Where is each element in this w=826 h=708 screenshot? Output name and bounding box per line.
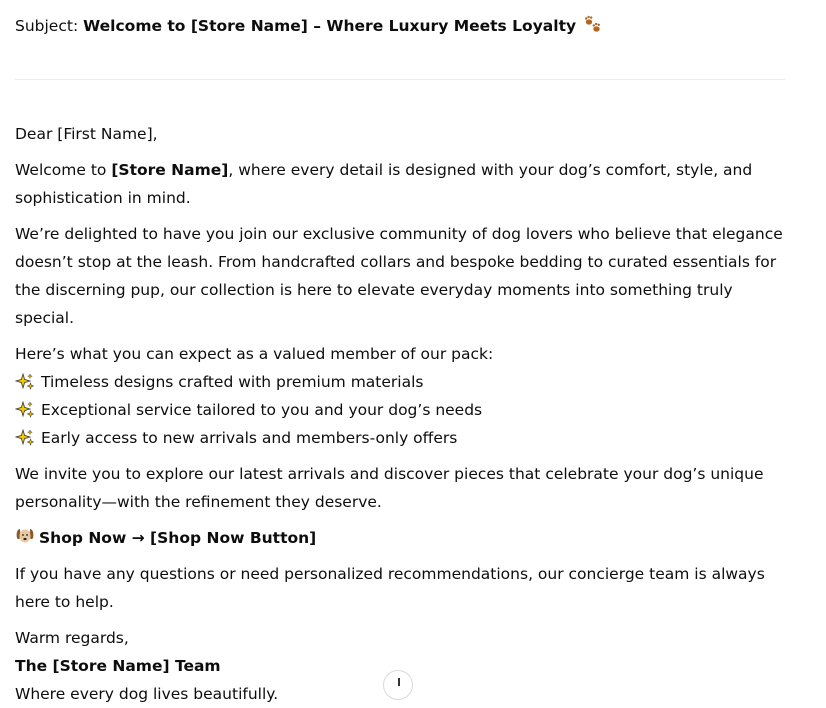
dog-face-icon: [15, 526, 35, 546]
benefit-text: Timeless designs crafted with premium materials: [41, 373, 424, 391]
tagline: Where every dog lives beautifully.: [15, 685, 279, 703]
greeting: Dear [First Name],: [15, 125, 158, 143]
help-paragraph: If you have any questions or need personalized recommendations, our concierge team is always here to help.: [15, 565, 765, 611]
intro-store-name: [Store Name]: [111, 161, 229, 179]
benefit-text: Exceptional service tailored to you and your dog’s needs: [41, 401, 483, 419]
subject-title: Welcome to [Store Name] – Where Luxury Meets Loyalty: [83, 17, 577, 35]
signoff: Warm regards,: [15, 629, 129, 647]
benefit-text: Early access to new arrivals and members-only offers: [41, 429, 458, 447]
intro-after: , where every detail is designed with your dog’s comfort, style, and sophistication in mind.: [15, 161, 753, 207]
intro-before: Welcome to: [15, 161, 112, 179]
sparkles-icon: [15, 401, 35, 419]
community-paragraph: We’re delighted to have you join our exclusive community of dog lovers who believe that elegance doesn’t stop at the leash. From handcrafted collars and bespoke bedding to curated essentials for the discerning pup, our collection is here to elevate everyday moments into something truly special.: [15, 225, 783, 327]
sparkles-icon: [15, 429, 35, 447]
scroll-down-button[interactable]: [383, 670, 413, 700]
benefit-item: [15, 368, 785, 396]
subject-label: Subject:: [15, 17, 79, 35]
benefit-item: [15, 396, 785, 424]
benefit-item: [15, 424, 785, 452]
invite-paragraph: We invite you to explore our latest arrivals and discover pieces that celebrate your dog’s unique personality—with the refinement they deserve.: [15, 465, 764, 511]
subject-line: [15, 12, 603, 40]
intro-paragraph: [15, 156, 785, 212]
divider: [15, 79, 785, 80]
cta-line: [15, 524, 785, 552]
shop-now-cta: Shop Now → [Shop Now Button]: [39, 529, 317, 547]
paw-prints-icon: [583, 14, 603, 34]
team-name: The [Store Name] Team: [15, 657, 221, 675]
expect-heading: Here’s what you can expect as a valued member of our pack:: [15, 345, 494, 363]
sparkles-icon: [15, 373, 35, 391]
email-body: [15, 120, 785, 708]
